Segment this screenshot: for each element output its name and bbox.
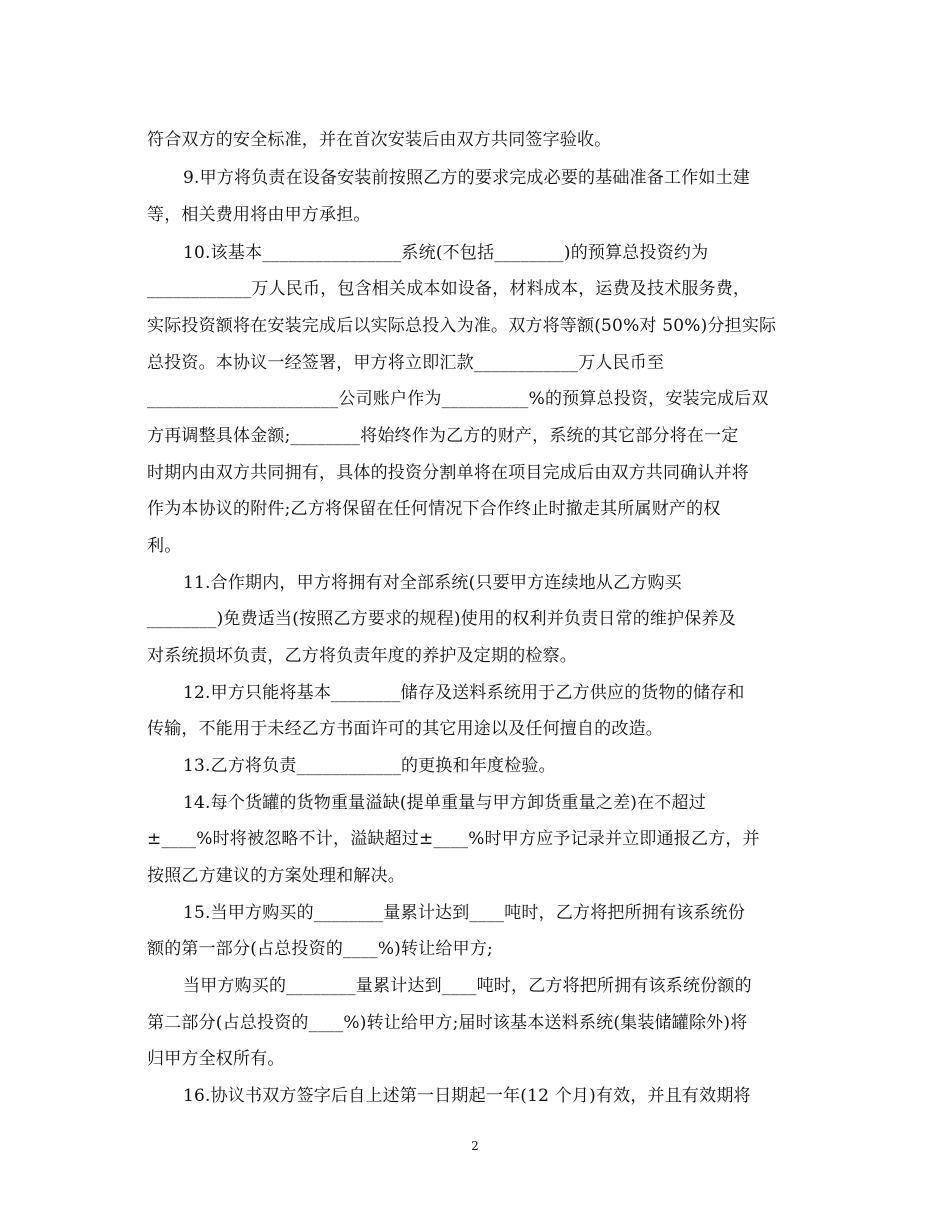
page-number: 2: [471, 1139, 479, 1153]
text-line: 11.合作期内，甲方将拥有对全部系统(只要甲方连续地从乙方购买: [183, 573, 682, 593]
text-line: 当甲方购买的________量累计达到____吨时，乙方将把所拥有该系统份额的: [183, 976, 752, 996]
text-line: ±____%时将被忽略不计，溢缺超过±____%时甲方应予记录并立即通报乙方，并: [147, 829, 760, 849]
text-line: 第二部分(占总投资的____%)转让给甲方;届时该基本送料系统(集装储罐除外)将: [147, 1013, 748, 1033]
text-line: 15.当甲方购买的________量累计达到____吨时，乙方将把所拥有该系统份: [183, 903, 746, 923]
text-line: 14.每个货罐的货物重量溢缺(提单重量与甲方卸货重量之差)在不超过: [183, 793, 706, 813]
text-line: 方再调整具体金额;________将始终作为乙方的财产，系统的其它部分将在一定: [147, 426, 739, 446]
text-line: 9.甲方将负责在设备安装前按照乙方的要求完成必要的基础准备工作如土建: [183, 168, 751, 188]
text-line: 符合双方的安全标准，并在首次安装后由双方共同签字验收。: [147, 130, 612, 150]
text-line: 总投资。本协议一经签署，甲方将立即汇款____________万人民币至: [147, 353, 665, 373]
text-line: ____________万人民币，包含相关成本如设备，材料成本，运费及技术服务费，: [147, 279, 751, 299]
text-line: 作为本协议的附件;乙方将保留在任何情况下合作终止时撤走其所属财产的权: [147, 499, 721, 519]
text-line: ______________________公司账户作为__________%的预算总投资，安装完成后双: [147, 389, 769, 409]
text-line: 12.甲方只能将基本________储存及送料系统用于乙方供应的货物的储存和: [183, 683, 745, 703]
text-line: 利。: [147, 536, 182, 556]
text-line: 16.协议书双方签字后自上述第一日期起一年(12 个月)有效，并且有效期将: [183, 1086, 751, 1106]
text-line: 等，相关费用将由甲方承担。: [147, 205, 371, 225]
text-line: 归甲方全权所有。: [147, 1049, 285, 1069]
text-line: 对系统损坏负责，乙方将负责年度的养护及定期的检察。: [147, 646, 577, 666]
text-line: ________)免费适当(按照乙方要求的规程)使用的权利并负责日常的维护保养及: [147, 609, 736, 629]
text-line: 时期内由双方共同拥有，具体的投资分割单将在项目完成后由双方共同确认并将: [147, 463, 749, 483]
text-line: 额的第一部分(占总投资的____%)转让给甲方;: [147, 939, 493, 959]
text-line: 10.该基本________________系统(不包括________)的预算总投资约为: [183, 243, 709, 263]
text-line: 传输，不能用于未经乙方书面许可的其它用途以及任何擅自的改造。: [147, 719, 663, 739]
text-line: 13.乙方将负责____________的更换和年度检验。: [183, 756, 556, 776]
text-line: 按照乙方建议的方案处理和解决。: [147, 866, 405, 886]
text-line: 实际投资额将在安装完成后以实际总投入为准。双方将等额(50%对 50%)分担实际: [147, 316, 777, 336]
